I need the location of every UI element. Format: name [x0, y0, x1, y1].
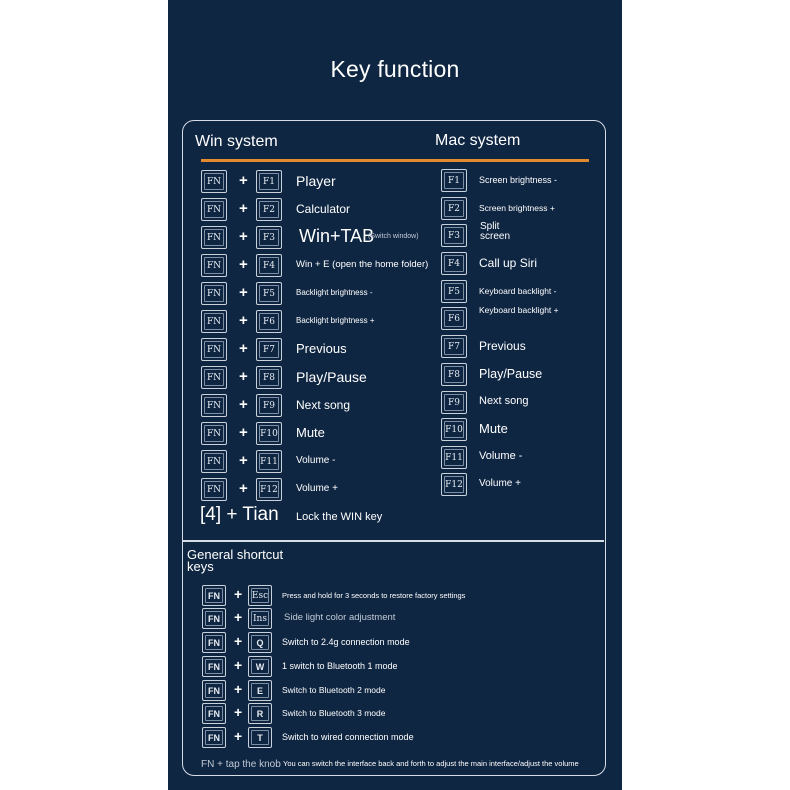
- mac-function-key-f8: [441, 363, 467, 386]
- mac-action-label: Previous: [479, 338, 526, 353]
- plus-sign: +: [234, 728, 243, 744]
- mac-function-key-f4-text: F4: [448, 258, 460, 269]
- function-key-f3: [256, 226, 282, 249]
- mac-function-key-f2-text: F2: [448, 203, 460, 214]
- function-key-f8-text: F8: [263, 372, 275, 383]
- function-key-f1: [256, 170, 282, 193]
- fn-key: [201, 254, 227, 277]
- fn-key-text: FN: [206, 176, 222, 187]
- knob-label: You can switch the interface back and forth to adjust the main interface/adjust the volume: [283, 759, 579, 768]
- function-key-f4: [256, 254, 282, 277]
- function-key-f11-text: F11: [260, 456, 278, 467]
- win-action-label: Win+TAB: [299, 226, 375, 247]
- fn-key-text: FN: [206, 372, 222, 383]
- shortcut-key-r: [248, 703, 272, 724]
- fn-key: [202, 608, 226, 629]
- mac-function-key-f9-text: F9: [448, 397, 460, 408]
- fn-key-text: FN: [208, 685, 220, 696]
- function-key-f10: [256, 422, 282, 445]
- mac-function-key-f1: [441, 169, 467, 192]
- mac-action-label: Screen brightness -: [479, 174, 558, 185]
- fn-key: [201, 338, 227, 361]
- win-action-note: (Switch window): [368, 233, 419, 240]
- fn-key-text: FN: [206, 400, 222, 411]
- fn-key-text: FN: [206, 484, 222, 495]
- mac-function-key-f4: [441, 252, 467, 275]
- plus-sign: +: [239, 228, 248, 245]
- win-action-label: Volume -: [296, 455, 336, 466]
- mac-function-key-f11-text: F11: [445, 452, 463, 463]
- mac-function-key-f5: [441, 280, 467, 303]
- plus-sign: +: [239, 424, 248, 441]
- win-action-label: Previous: [296, 341, 347, 357]
- fn-key: [201, 198, 227, 221]
- win-action-label: Mute: [296, 425, 325, 441]
- fn-key-text: FN: [208, 732, 220, 743]
- mac-function-key-f10-text: F10: [445, 424, 463, 435]
- fn-key: [201, 394, 227, 417]
- fn-key: [201, 226, 227, 249]
- mac-function-key-f6: [441, 307, 467, 330]
- plus-sign: +: [234, 681, 243, 697]
- plus-sign: +: [239, 340, 248, 357]
- key-function-panel: [168, 0, 622, 790]
- win-action-label: Player: [296, 172, 336, 189]
- plus-sign: +: [239, 284, 248, 301]
- shortcut-key-e-text: E: [256, 685, 263, 696]
- fn-key-text: FN: [206, 344, 222, 355]
- shortcut-key-t: [248, 727, 272, 748]
- plus-sign: +: [239, 452, 248, 469]
- mac-function-key-f10: [441, 418, 467, 441]
- lock-win-combo: [4] + Tian: [200, 504, 279, 525]
- shortcut-key-esc-text: Esc: [251, 590, 269, 601]
- general-shortcut-header: General shortcut keys: [187, 547, 284, 574]
- fn-key: [201, 450, 227, 473]
- mac-action-label: Volume -: [479, 450, 523, 463]
- mac-action-label: Play/Pause: [479, 366, 543, 381]
- fn-key: [202, 680, 226, 701]
- plus-sign: +: [239, 200, 248, 217]
- fn-key: [202, 585, 226, 606]
- function-key-f4-text: F4: [263, 260, 275, 271]
- mac-action-label: Volume +: [479, 478, 521, 489]
- fn-key: [202, 632, 226, 653]
- function-key-f1-text: F1: [263, 176, 275, 187]
- general-action-label: Switch to 2.4g connection mode: [282, 636, 410, 647]
- mac-action-label: Keyboard backlight +: [479, 305, 559, 315]
- function-key-f5: [256, 282, 282, 305]
- key-function-card: [182, 120, 606, 776]
- win-system-header: Win system: [195, 133, 278, 150]
- function-key-f10-text: F10: [260, 428, 278, 439]
- general-action-label: Switch to Bluetooth 3 mode: [282, 707, 386, 718]
- function-key-f12-text: F12: [260, 484, 278, 495]
- function-key-f5-text: F5: [263, 288, 275, 299]
- mac-function-key-f6-text: F6: [448, 313, 460, 324]
- header-divider: [201, 159, 589, 162]
- mac-system-header: Mac system: [435, 132, 521, 149]
- fn-key-text: FN: [206, 288, 222, 299]
- mac-action-label: Next song: [479, 395, 529, 408]
- function-key-f9-text: F9: [263, 400, 275, 411]
- function-key-f3-text: F3: [263, 232, 275, 243]
- general-action-label: Switch to wired connection mode: [282, 731, 414, 742]
- fn-key: [202, 703, 226, 724]
- lock-win-label: Lock the WIN key: [296, 511, 383, 523]
- mac-function-key-f8-text: F8: [448, 369, 460, 380]
- knob-combo: FN + tap the knob: [201, 759, 281, 770]
- fn-key-text: FN: [206, 260, 222, 271]
- mac-function-key-f2: [441, 197, 467, 220]
- general-action-label: 1 switch to Bluetooth 1 mode: [282, 660, 398, 671]
- plus-sign: +: [234, 586, 243, 602]
- fn-key: [201, 170, 227, 193]
- function-key-f12: [256, 478, 282, 501]
- fn-key: [201, 310, 227, 333]
- function-key-f7-text: F7: [263, 344, 275, 355]
- mac-function-key-f11: [441, 446, 467, 469]
- plus-sign: +: [234, 657, 243, 673]
- fn-key: [201, 282, 227, 305]
- mac-function-key-f5-text: F5: [448, 286, 460, 297]
- page-title: Key function: [330, 56, 460, 82]
- fn-key-text: FN: [208, 613, 220, 624]
- plus-sign: +: [239, 396, 248, 413]
- win-action-label: Win + E (open the home folder): [296, 259, 429, 271]
- fn-key-text: FN: [206, 232, 222, 243]
- shortcut-key-ins: [248, 608, 272, 629]
- fn-key-text: FN: [208, 637, 220, 648]
- fn-key: [202, 656, 226, 677]
- plus-sign: +: [239, 312, 248, 329]
- mac-function-key-f9: [441, 391, 467, 414]
- function-key-f9: [256, 394, 282, 417]
- plus-sign: +: [239, 256, 248, 273]
- shortcut-key-w: [248, 656, 272, 677]
- fn-key-text: FN: [206, 428, 222, 439]
- win-action-label: Calculator: [296, 201, 351, 216]
- plus-sign: +: [239, 480, 248, 497]
- section-divider: [183, 540, 604, 542]
- function-key-f2: [256, 198, 282, 221]
- shortcut-key-e: [248, 680, 272, 701]
- win-action-label: Backlight brightness +: [296, 316, 375, 326]
- plus-sign: +: [234, 609, 243, 625]
- win-action-label: Play/Pause: [296, 368, 367, 385]
- fn-key: [202, 727, 226, 748]
- fn-key-text: FN: [206, 204, 222, 215]
- function-key-f2-text: F2: [263, 204, 275, 215]
- win-action-label: Backlight brightness -: [296, 288, 373, 298]
- shortcut-key-r-text: R: [256, 708, 264, 719]
- shortcut-key-t-text: T: [257, 732, 263, 743]
- function-key-f11: [256, 450, 282, 473]
- shortcut-key-q: [248, 632, 272, 653]
- win-action-label: Next song: [296, 397, 351, 412]
- plus-sign: +: [239, 368, 248, 385]
- fn-key-text: FN: [206, 456, 222, 467]
- mac-action-label: Call up Siri: [479, 255, 538, 270]
- fn-key: [201, 478, 227, 501]
- fn-key-text: FN: [208, 661, 220, 672]
- mac-function-key-f7: [441, 335, 467, 358]
- mac-function-key-f3-text: F3: [448, 230, 460, 241]
- plus-sign: +: [239, 172, 248, 189]
- function-key-f7: [256, 338, 282, 361]
- function-key-f8: [256, 366, 282, 389]
- mac-function-key-f3: [441, 224, 467, 247]
- plus-sign: +: [234, 633, 243, 649]
- fn-key: [201, 366, 227, 389]
- shortcut-key-w-text: W: [255, 661, 265, 672]
- function-key-f6-text: F6: [263, 316, 275, 327]
- mac-action-label: Split screen: [480, 221, 511, 242]
- fn-key-text: FN: [208, 708, 220, 719]
- mac-function-key-f12: [441, 473, 467, 496]
- fn-key: [201, 422, 227, 445]
- win-action-label: Volume +: [296, 483, 338, 494]
- general-action-label: Side light color adjustment: [284, 612, 396, 624]
- mac-action-label: Screen brightness +: [479, 202, 555, 213]
- general-action-label: Switch to Bluetooth 2 mode: [282, 684, 386, 695]
- mac-function-key-f12-text: F12: [445, 479, 463, 490]
- shortcut-key-ins-text: Ins: [253, 613, 267, 624]
- shortcut-key-q-text: Q: [256, 637, 264, 648]
- mac-function-key-f1-text: F1: [448, 175, 460, 186]
- mac-action-label: Keyboard backlight -: [479, 285, 557, 296]
- function-key-f6: [256, 310, 282, 333]
- fn-key-text: FN: [208, 590, 220, 601]
- mac-function-key-f7-text: F7: [448, 341, 460, 352]
- fn-key-text: FN: [206, 316, 222, 327]
- plus-sign: +: [234, 704, 243, 720]
- general-action-label: Press and hold for 3 seconds to restore factory settings: [282, 590, 466, 600]
- shortcut-key-esc: [248, 585, 272, 606]
- mac-action-label: Mute: [479, 421, 508, 437]
